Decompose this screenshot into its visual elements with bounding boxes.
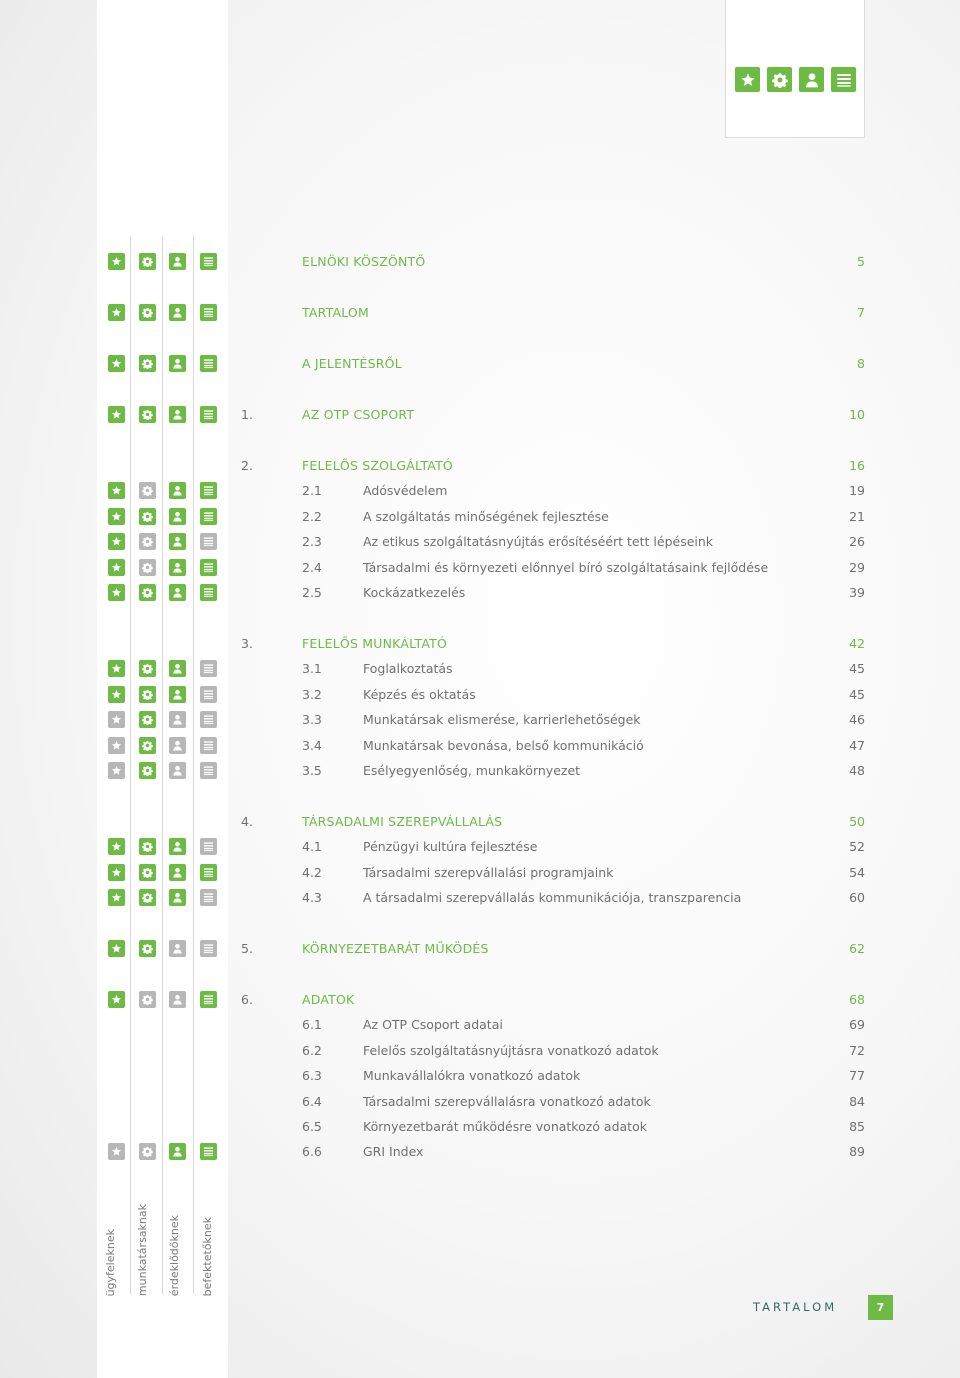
list-icon: [200, 304, 217, 321]
section-number: 6.: [241, 992, 253, 1007]
subsection-number: 6.4: [302, 1094, 322, 1109]
person-icon: [169, 889, 186, 906]
section-title: TÁRSADALMI SZEREPVÁLLALÁS: [302, 814, 503, 829]
gear-icon: [139, 559, 156, 576]
star-icon: [108, 864, 125, 881]
page-number: 48: [849, 763, 865, 778]
page-number: 29: [849, 560, 865, 575]
gear-icon: [139, 253, 156, 270]
list-icon: [200, 355, 217, 372]
subsection-number: 6.5: [302, 1119, 322, 1134]
gear-icon: [139, 762, 156, 779]
person-icon: [169, 940, 186, 957]
person-icon: [169, 660, 186, 677]
page-number: 7: [857, 305, 865, 320]
list-icon: [200, 533, 217, 550]
page-number: 39: [849, 585, 865, 600]
star-icon: [108, 508, 125, 525]
person-icon: [169, 482, 186, 499]
page-number: 26: [849, 534, 865, 549]
section-title: AZ OTP CSOPORT: [302, 407, 415, 422]
section-title: TARTALOM: [302, 305, 369, 320]
star-icon: [108, 584, 125, 601]
person-icon: [169, 737, 186, 754]
page-number: 19: [849, 483, 865, 498]
gear-icon: [767, 67, 792, 92]
toc-entry[interactable]: [0, 1043, 960, 1063]
page-number: 62: [849, 941, 865, 956]
list-icon: [200, 559, 217, 576]
subsection-title: Munkavállalókra vonatkozó adatok: [363, 1068, 581, 1083]
gear-icon: [139, 304, 156, 321]
subsection-title: Az OTP Csoport adatai: [363, 1017, 503, 1032]
section-number: 2.: [241, 458, 253, 473]
subsection-number: 4.3: [302, 890, 322, 905]
gear-icon: [139, 355, 156, 372]
column-label-employees: munkatársaknak: [136, 1203, 149, 1296]
person-icon: [169, 991, 186, 1008]
toc-entry[interactable]: [0, 1068, 960, 1088]
subsection-number: 3.1: [302, 661, 322, 676]
gear-icon: [139, 533, 156, 550]
gear-icon: [139, 508, 156, 525]
person-icon: [169, 762, 186, 779]
subsection-title: Munkatársak bevonása, belső kommunikáció: [363, 738, 644, 753]
page-number: 5: [857, 254, 865, 269]
list-icon: [200, 584, 217, 601]
section-number: 1.: [241, 407, 253, 422]
star-icon: [108, 355, 125, 372]
list-icon: [200, 864, 217, 881]
subsection-title: Foglalkoztatás: [363, 661, 453, 676]
column-label-customers: ügyfeleknek: [104, 1228, 117, 1296]
star-icon: [108, 533, 125, 550]
subsection-title: Társadalmi szerepvállalásra vonatkozó adatok: [363, 1094, 651, 1109]
subsection-title: Felelős szolgáltatásnyújtásra vonatkozó adatok: [363, 1043, 659, 1058]
gear-icon: [139, 406, 156, 423]
star-icon: [108, 304, 125, 321]
section-number: 4.: [241, 814, 253, 829]
page-number: 45: [849, 687, 865, 702]
section-title: A JELENTÉSRŐL: [302, 356, 402, 371]
subsection-number: 4.1: [302, 839, 322, 854]
gear-icon: [139, 584, 156, 601]
list-icon: [200, 889, 217, 906]
gear-icon: [139, 737, 156, 754]
subsection-number: 3.3: [302, 712, 322, 727]
star-icon: [108, 762, 125, 779]
gear-icon: [139, 838, 156, 855]
subsection-number: 4.2: [302, 865, 322, 880]
page-number: 54: [849, 865, 865, 880]
subsection-title: Társadalmi szerepvállalási programjaink: [363, 865, 614, 880]
list-icon: [200, 762, 217, 779]
list-icon: [831, 67, 856, 92]
page-number: 60: [849, 890, 865, 905]
section-number: 5.: [241, 941, 253, 956]
toc-entry[interactable]: [0, 1119, 960, 1139]
section-title: ADATOK: [302, 992, 355, 1007]
list-icon: [200, 406, 217, 423]
subsection-number: 6.6: [302, 1144, 322, 1159]
star-icon: [108, 559, 125, 576]
header-icon-box: [725, 0, 865, 138]
list-icon: [200, 686, 217, 703]
subsection-title: Képzés és oktatás: [363, 687, 476, 702]
page-number: 10: [849, 407, 865, 422]
list-icon: [200, 711, 217, 728]
person-icon: [169, 584, 186, 601]
list-icon: [200, 660, 217, 677]
section-title: KÖRNYEZETBARÁT MŰKÖDÉS: [302, 941, 489, 956]
star-icon: [108, 686, 125, 703]
subsection-title: Esélyegyenlőség, munkakörnyezet: [363, 763, 581, 778]
subsection-number: 2.5: [302, 585, 322, 600]
subsection-number: 6.3: [302, 1068, 322, 1083]
list-icon: [200, 253, 217, 270]
list-icon: [200, 482, 217, 499]
star-icon: [108, 1143, 125, 1160]
list-icon: [200, 838, 217, 855]
column-label-interested: érdeklődőknek: [168, 1214, 181, 1296]
subsection-title: A szolgáltatás minőségének fejlesztése: [363, 509, 609, 524]
column-label-investors: befektetőknek: [201, 1216, 214, 1296]
person-icon: [169, 533, 186, 550]
list-icon: [200, 940, 217, 957]
person-icon: [169, 711, 186, 728]
list-icon: [200, 508, 217, 525]
page-number: 77: [849, 1068, 865, 1083]
page-number: 8: [857, 356, 865, 371]
subsection-number: 6.2: [302, 1043, 322, 1058]
gear-icon: [139, 1143, 156, 1160]
person-icon: [169, 253, 186, 270]
gear-icon: [139, 991, 156, 1008]
star-icon: [735, 67, 760, 92]
star-icon: [108, 711, 125, 728]
person-icon: [169, 864, 186, 881]
page-number: 50: [849, 814, 865, 829]
subsection-number: 6.1: [302, 1017, 322, 1032]
page-number: 46: [849, 712, 865, 727]
subsection-title: A társadalmi szerepvállalás kommunikációja, transzparencia: [363, 890, 742, 905]
subsection-title: GRI Index: [363, 1144, 424, 1159]
subsection-title: Környezetbarát működésre vonatkozó adatok: [363, 1119, 647, 1134]
list-icon: [200, 1143, 217, 1160]
list-icon: [200, 991, 217, 1008]
page-number: 42: [849, 636, 865, 651]
list-icon: [200, 737, 217, 754]
page-number: 21: [849, 509, 865, 524]
section-number: 3.: [241, 636, 253, 651]
person-icon: [169, 838, 186, 855]
page-number: 84: [849, 1094, 865, 1109]
person-icon: [169, 1143, 186, 1160]
subsection-number: 3.4: [302, 738, 322, 753]
star-icon: [108, 737, 125, 754]
page-number: 89: [849, 1144, 865, 1159]
page-number: 52: [849, 839, 865, 854]
toc-entry[interactable]: [0, 814, 960, 834]
section-title: FELELŐS MUNKÁLTATÓ: [302, 636, 448, 651]
toc-entry[interactable]: [0, 458, 960, 478]
star-icon: [108, 838, 125, 855]
person-icon: [169, 355, 186, 372]
toc-entry[interactable]: [0, 636, 960, 656]
star-icon: [108, 482, 125, 499]
person-icon: [169, 559, 186, 576]
star-icon: [108, 253, 125, 270]
subsection-number: 2.3: [302, 534, 322, 549]
subsection-number: 3.2: [302, 687, 322, 702]
person-icon: [169, 686, 186, 703]
subsection-number: 2.2: [302, 509, 322, 524]
subsection-number: 2.1: [302, 483, 322, 498]
page-number: 16: [849, 458, 865, 473]
subsection-title: Társadalmi és környezeti előnnyel bíró szolgáltatásaink fejlődése: [363, 560, 769, 575]
section-title: FELELŐS SZOLGÁLTATÓ: [302, 458, 453, 473]
person-icon: [169, 508, 186, 525]
subsection-title: Munkatársak elismerése, karrierlehetőségek: [363, 712, 641, 727]
toc-entry[interactable]: [0, 1094, 960, 1114]
subsection-title: Adósvédelem: [363, 483, 448, 498]
footer-title: TARTALOM: [753, 1300, 838, 1314]
toc-entry[interactable]: [0, 1017, 960, 1037]
page-number: 69: [849, 1017, 865, 1032]
gear-icon: [139, 940, 156, 957]
person-icon: [169, 304, 186, 321]
subsection-title: Az etikus szolgáltatásnyújtás erősítéséért tett lépéseink: [363, 534, 714, 549]
page-number: 68: [849, 992, 865, 1007]
person-icon: [169, 406, 186, 423]
subsection-number: 3.5: [302, 763, 322, 778]
person-icon: [799, 67, 824, 92]
gear-icon: [139, 864, 156, 881]
star-icon: [108, 940, 125, 957]
page-number: 47: [849, 738, 865, 753]
star-icon: [108, 406, 125, 423]
star-icon: [108, 660, 125, 677]
page-number: 85: [849, 1119, 865, 1134]
gear-icon: [139, 482, 156, 499]
gear-icon: [139, 889, 156, 906]
page-number: 45: [849, 661, 865, 676]
gear-icon: [139, 686, 156, 703]
star-icon: [108, 889, 125, 906]
subsection-number: 2.4: [302, 560, 322, 575]
star-icon: [108, 991, 125, 1008]
gear-icon: [139, 660, 156, 677]
footer-page-number: 7: [868, 1295, 893, 1320]
subsection-title: Pénzügyi kultúra fejlesztése: [363, 839, 538, 854]
page-number: 72: [849, 1043, 865, 1058]
subsection-title: Kockázatkezelés: [363, 585, 466, 600]
section-title: ELNÖKI KÖSZÖNTŐ: [302, 254, 426, 269]
gear-icon: [139, 711, 156, 728]
